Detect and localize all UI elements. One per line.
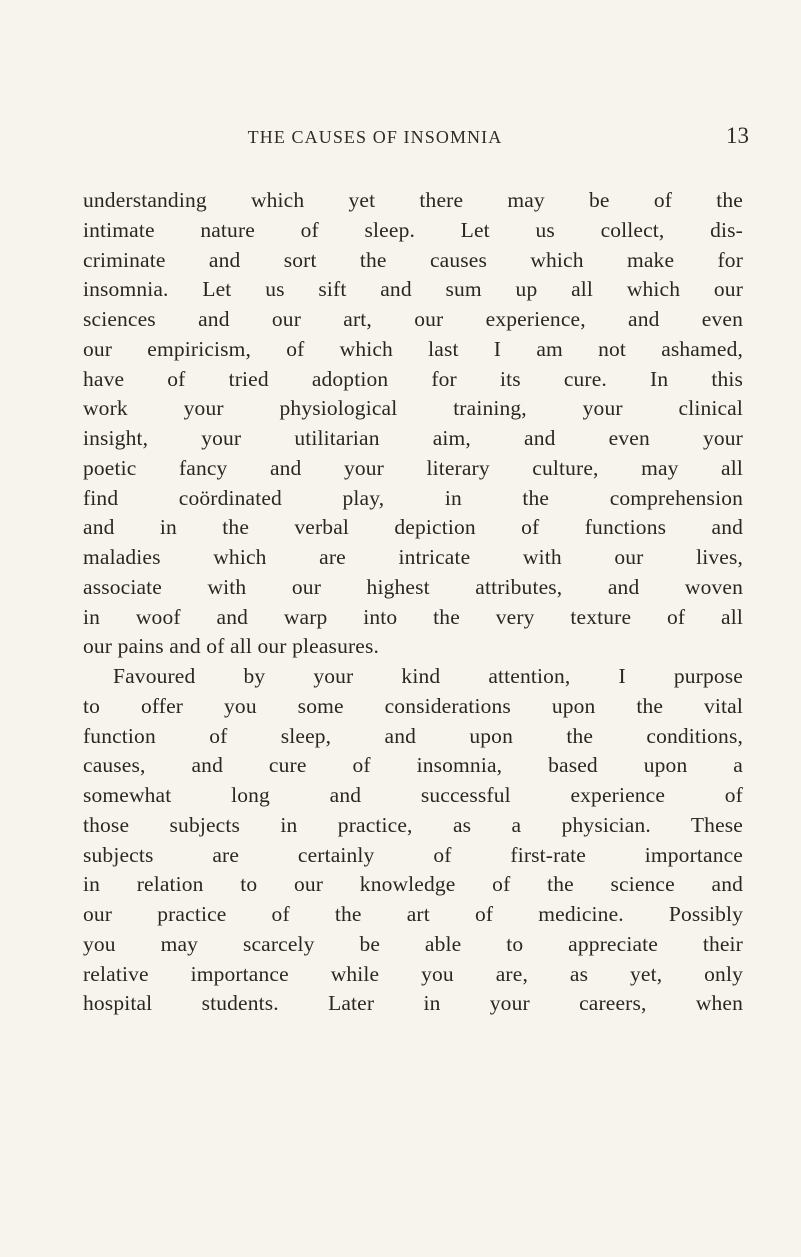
text-line: somewhat long and successful experience of — [83, 783, 743, 807]
paragraph-last-line: our pains and of all our pleasures. — [83, 634, 380, 659]
text-line: intimate nature of sleep. Let us collect, dis- — [83, 217, 743, 242]
text-line: causes, and cure of insomnia, based upon a — [83, 753, 743, 778]
text-line: understanding which yet there may be of the — [83, 188, 743, 212]
text-line: subjects are certainly of first-rate importance — [83, 842, 743, 867]
text-line: have of tried adoption for its cure. In this — [83, 366, 743, 391]
running-title: THE CAUSES OF INSOMNIA — [247, 127, 503, 147]
text-line: relative importance while you are, as yet, only — [83, 961, 743, 986]
text-line: work your physiological training, your clinical — [83, 396, 743, 421]
body-text — [83, 186, 743, 1019]
text-line: find coördinated play, in the comprehension — [83, 485, 743, 510]
text-line: function of sleep, and upon the conditions, — [83, 723, 743, 748]
page-number: 13 — [726, 123, 749, 148]
paragraph-first-line: Favoured by your kind attention, I purpose — [113, 664, 743, 688]
text-line: maladies which are intricate with our lives, — [83, 545, 743, 569]
text-line: insomnia. Let us sift and sum up all which our — [83, 277, 743, 302]
text-line: sciences and our art, our experience, and even — [83, 307, 743, 331]
text-line: and in the verbal depiction of functions and — [83, 515, 743, 540]
text-line: criminate and sort the causes which make for — [83, 247, 743, 272]
text-line: our empiricism, of which last I am not ashamed, — [83, 336, 743, 361]
text-line: our practice of the art of medicine. Possibly — [83, 902, 743, 926]
text-line: associate with our highest attributes, and woven — [83, 574, 743, 599]
text-line: poetic fancy and your literary culture, may all — [83, 455, 743, 480]
text-line: hospital students. Later in your careers, when — [83, 991, 743, 1016]
text-line: you may scarcely be able to appreciate their — [83, 931, 743, 956]
text-line: to offer you some considerations upon the vital — [83, 693, 743, 718]
running-head — [0, 125, 801, 149]
text-line: insight, your utilitarian aim, and even your — [83, 426, 743, 450]
text-line: those subjects in practice, as a physician. These — [83, 812, 743, 837]
text-line: in woof and warp into the very texture of all — [83, 604, 743, 629]
text-line: in relation to our knowledge of the science and — [83, 872, 743, 897]
